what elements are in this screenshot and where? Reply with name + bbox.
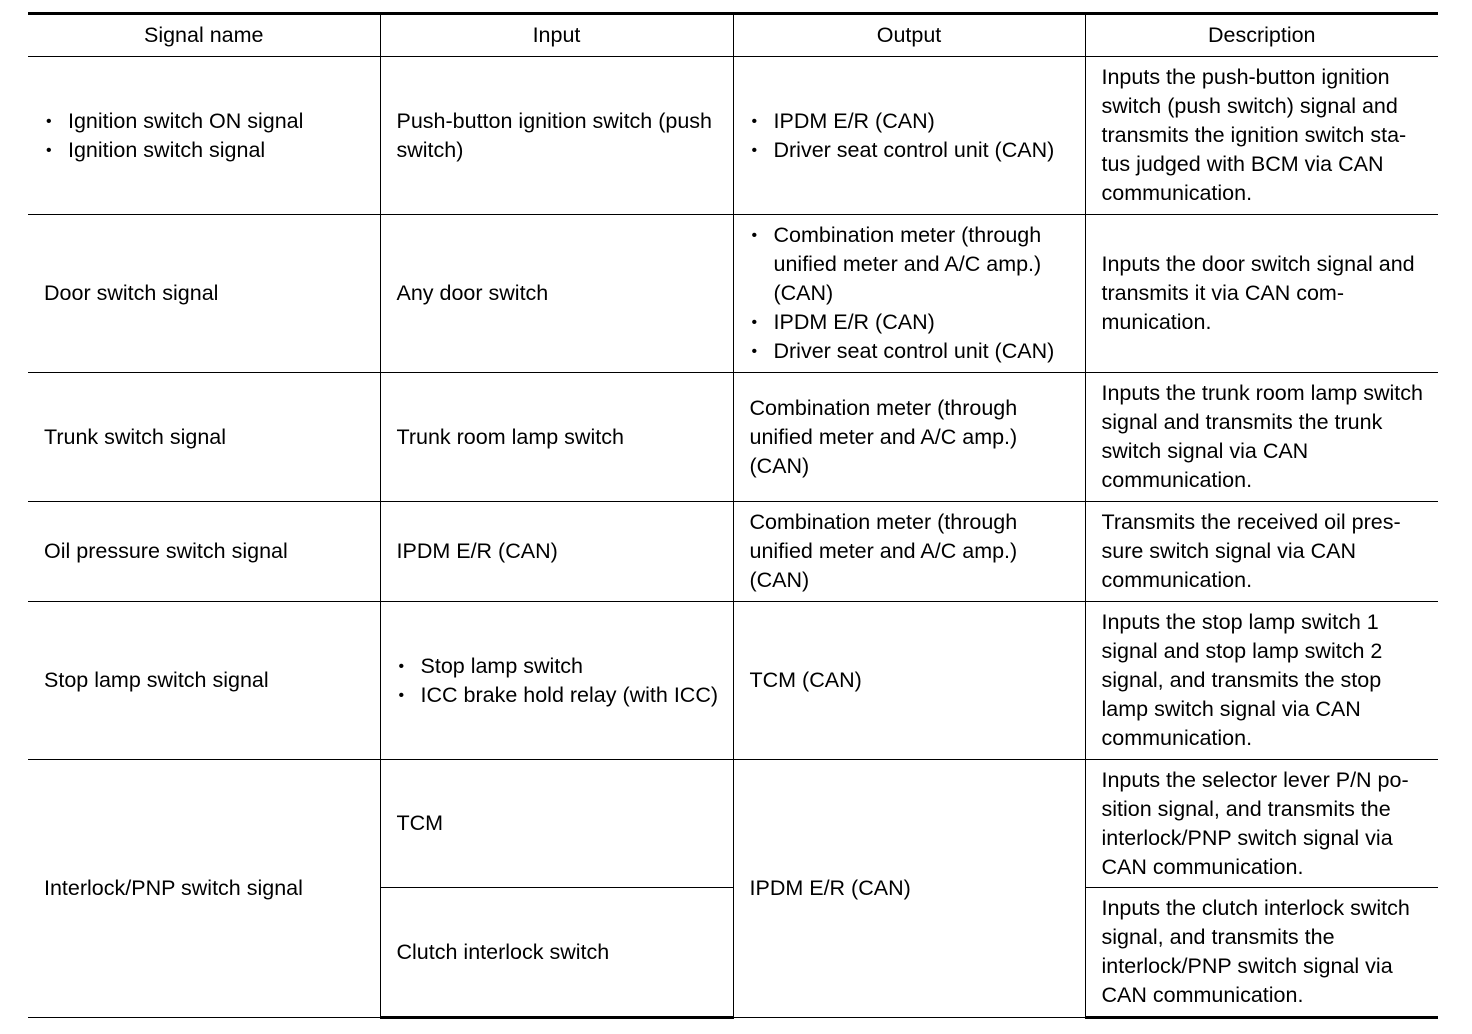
table-row-trunk — [28, 373, 1438, 502]
description-cell: Inputs the stop lamp switch 1 signal and stop lamp switch 2 signal, and transmits the stop lamp switch signal via CAN communication. — [1085, 602, 1438, 760]
output-cell: Combination meter (through unified meter and A/C amp.) (CAN) — [733, 502, 1085, 602]
input-cell: IPDM E/R (CAN) — [380, 502, 733, 602]
output-cell — [733, 215, 1085, 373]
description-cell: Inputs the door switch signal and transmits it via CAN com-munication. — [1085, 215, 1438, 373]
output-cell: Combination meter (through unified meter and A/C amp.) (CAN) — [733, 373, 1085, 502]
header-row — [28, 14, 1438, 57]
signal-name-cell: Door switch signal — [28, 215, 380, 373]
output-list — [750, 107, 1079, 165]
table-row-oil-pressure — [28, 502, 1438, 602]
table-row-door — [28, 215, 1438, 373]
input-cell: Clutch interlock switch — [380, 888, 733, 1018]
output-list — [750, 221, 1079, 366]
output-cell: IPDM E/R (CAN) — [733, 760, 1085, 1018]
signal-name-cell: Stop lamp switch signal — [28, 602, 380, 760]
signal-item: • Ignition switch signal — [44, 136, 374, 165]
header-output: Output — [733, 14, 1085, 57]
description-cell: Inputs the selector lever P/N po-sition signal, and transmits the interlock/PNP switch signal via CAN communication. — [1085, 760, 1438, 888]
table-row-interlock-tcm — [28, 760, 1438, 888]
signal-table — [28, 12, 1438, 1019]
output-item: • Combination meter (through unified meter and A/C amp.) (CAN) — [750, 221, 1079, 308]
output-item: • Driver seat control unit (CAN) — [750, 136, 1079, 165]
output-cell — [733, 57, 1085, 215]
signal-name-cell: Oil pressure switch signal — [28, 502, 380, 602]
signal-name-cell — [28, 57, 380, 215]
output-item: • IPDM E/R (CAN) — [750, 308, 1079, 337]
output-item: • IPDM E/R (CAN) — [750, 107, 1079, 136]
signal-name-cell: Interlock/PNP switch signal — [28, 760, 380, 1018]
signal-name-cell: Trunk switch signal — [28, 373, 380, 502]
table-row-ignition — [28, 57, 1438, 215]
output-cell: TCM (CAN) — [733, 602, 1085, 760]
signal-item: • Ignition switch ON signal — [44, 107, 374, 136]
input-cell — [380, 602, 733, 760]
signal-list — [44, 107, 374, 165]
input-item: • Stop lamp switch — [397, 652, 727, 681]
input-item: • ICC brake hold relay (with ICC) — [397, 681, 727, 710]
header-input: Input — [380, 14, 733, 57]
input-cell: Any door switch — [380, 215, 733, 373]
input-cell: Trunk room lamp switch — [380, 373, 733, 502]
table-row-stop-lamp — [28, 602, 1438, 760]
input-list — [397, 652, 727, 710]
header-signal-name: Signal name — [28, 14, 380, 57]
input-cell: TCM — [380, 760, 733, 888]
description-cell: Inputs the trunk room lamp switch signal and transmits the trunk switch signal via CAN communication. — [1085, 373, 1438, 502]
description-cell: Inputs the push-button ignition switch (push switch) signal and transmits the ignition switch sta-tus judged with BCM via CAN communication. — [1085, 57, 1438, 215]
description-cell: Inputs the clutch interlock switch signal, and transmits the interlock/PNP switch signal via CAN communication. — [1085, 888, 1438, 1018]
output-item: • Driver seat control unit (CAN) — [750, 337, 1079, 366]
description-cell: Transmits the received oil pres-sure switch signal via CAN communication. — [1085, 502, 1438, 602]
header-description: Description — [1085, 14, 1438, 57]
input-cell: Push-button ignition switch (push switch) — [380, 57, 733, 215]
